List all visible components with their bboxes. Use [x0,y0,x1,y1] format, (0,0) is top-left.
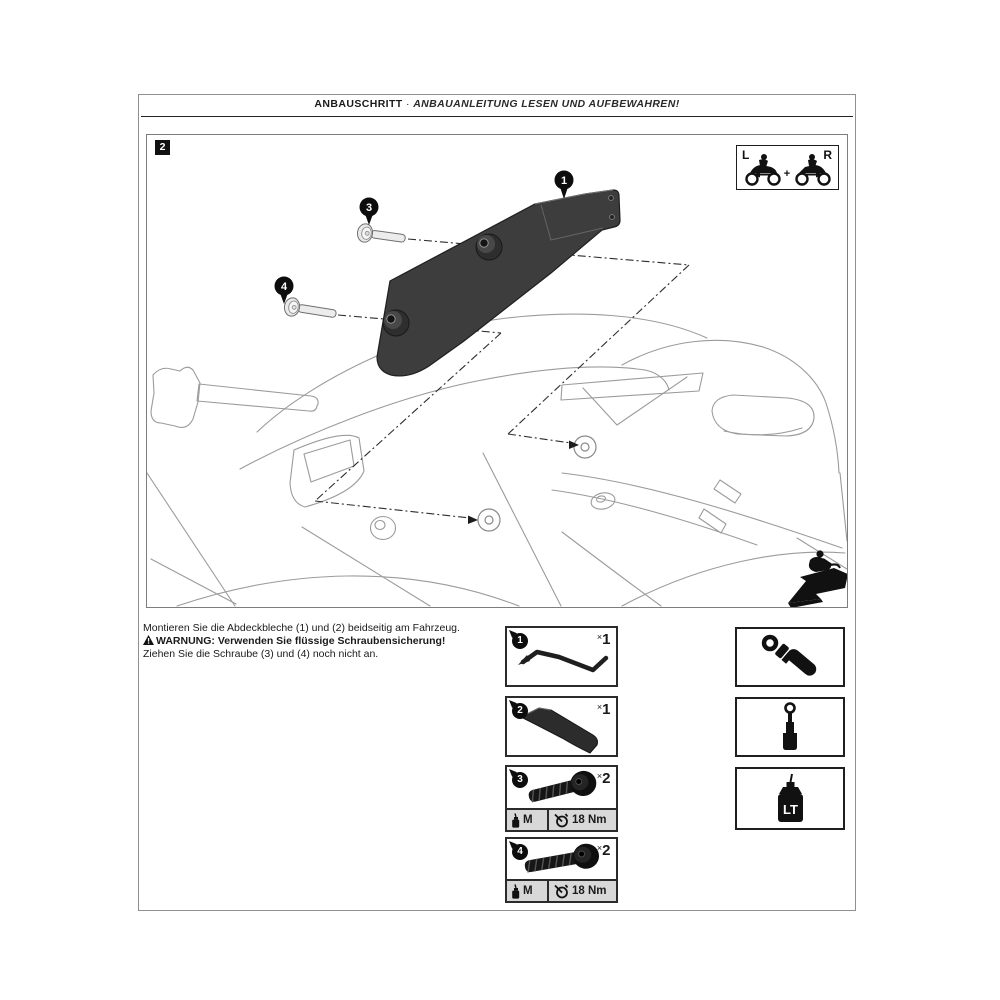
page-header [141,95,853,117]
mount-hole-1-center [581,443,589,451]
threadlocker-grade: M [523,814,533,826]
part-1-balloon: 1 [512,633,528,649]
part-4-balloon: 4 [512,844,528,860]
instruction-line-3: Ziehen Sie die Schraube (3) und (4) noch nicht an. [143,648,379,660]
instruction-text [143,622,503,661]
part-3-balloon: 3 [512,772,528,788]
mounting-holes [478,436,596,531]
torque-wrench-tool-icon [754,701,826,753]
plate-body [377,190,620,376]
torque-value: 18 Nm [572,814,607,826]
guide-screw4 [338,315,384,319]
part-3-specs [507,808,616,830]
part-3-quantity: ×2 [596,770,610,787]
rear-cowl [622,340,839,473]
part-4-torque [547,881,616,901]
center-panel-edges [302,453,661,606]
label-left: L [742,148,750,162]
label-right: R [823,148,832,162]
part-4-quantity: ×2 [596,842,610,859]
panel-cutout-inner [304,440,354,482]
threadlocker-grade: M [523,885,533,897]
torx-screwdriver-icon [754,632,826,682]
exploded-view-diagram [147,135,847,607]
part-3-threadlocker [507,813,547,828]
cover-plate-part1 [377,190,620,376]
screw-3 [356,223,406,248]
part-4-specs [507,879,616,901]
part-3-torque [547,810,616,830]
lower-fairing-curve [177,576,519,606]
plate-tab-hole-1 [609,196,614,201]
tool-box-screwdriver [735,627,845,687]
rider-view-arrow-icon [788,550,847,607]
instruction-line-1: Montieren Sie die Abdeckbleche (1) und (2) beidseitig am Fahrzeug. [143,622,460,634]
threadlocker-label: LT [783,801,798,817]
rail-brace [583,377,687,425]
tool-box-torque-wrench [735,697,845,757]
mini-motorcycle-left [747,154,780,185]
torque-value: 18 Nm [572,885,607,897]
header-title: ANBAUSCHRITT [314,98,403,110]
callout-1-number: 1 [560,175,568,187]
tool-box-threadlocker [735,767,845,830]
callout-4-number: 4 [280,281,288,293]
header-subtitle: ANBAUANLEITUNG LESEN UND AUFBEWAHREN! [413,98,680,110]
warning-text: WARNUNG: Verwenden Sie flüssige Schraubensicherung! [156,635,446,647]
part-box-4 [505,837,618,903]
callout-3 [360,198,379,226]
plate-bushing-top [476,234,502,260]
torque-wrench-icon [553,813,569,828]
grommet-hole [375,521,385,530]
guide-to-hole1 [508,434,571,443]
body-edge-left [147,473,235,606]
plate-bushing-bottom [383,310,409,336]
passenger-handle [712,395,814,436]
part-box-2 [505,696,618,757]
left-right-motorcycles-icon [737,146,837,188]
plus-sign: + [783,168,791,180]
panel-cutout-outer [290,435,364,507]
motorcycle-lineart [147,314,847,606]
torque-wrench-icon [553,884,569,899]
seat-rail [561,373,703,400]
part-4-threadlocker [507,884,547,899]
step-number-badge: 2 [155,140,170,155]
callout-1 [555,171,574,200]
screw-4 [283,297,337,323]
callout-3-number: 3 [365,202,373,214]
plate-tab-hole-2 [610,215,615,220]
part-2-balloon: 2 [512,703,528,719]
threadlocker-bottle-icon [511,813,520,828]
guide-to-hole2 [315,501,470,518]
fender-line1 [562,473,842,548]
threadlocker-bottle-icon [511,884,520,899]
bracket-slats [699,480,741,533]
part-2-quantity: ×1 [596,701,610,718]
grip-bracket [151,367,200,427]
mount-hole-2-center [485,516,493,524]
warning-triangle-icon [143,635,154,645]
threadlocker-bottle-large-icon [754,772,826,826]
guide-projection-right [508,265,689,434]
part-box-1 [505,626,618,687]
header-separator: · [405,98,410,110]
instruction-warning [143,635,503,648]
diagram-frame [146,134,848,608]
part-box-3 [505,765,618,832]
arrowhead-hole2 [468,516,478,525]
body-edge-left2 [151,559,236,604]
fender-line2 [552,490,757,545]
left-right-orientation-box [736,145,839,190]
part-1-quantity: ×1 [596,631,610,648]
